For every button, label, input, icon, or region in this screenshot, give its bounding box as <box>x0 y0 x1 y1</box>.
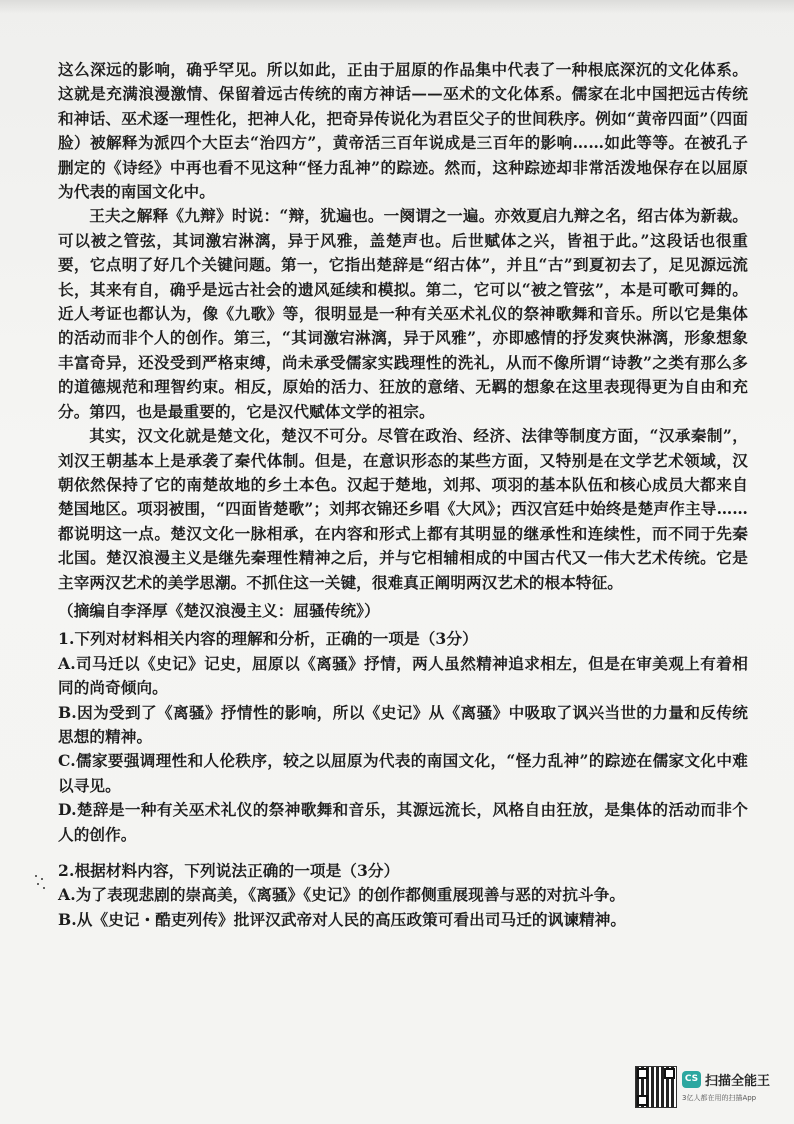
question-1-option-a: A.司马迁以《史记》记史，屈原以《离骚》抒情，两人虽然精神追求相左，但是在审美观上有着相同的尚奇倾向。 <box>58 653 748 698</box>
question-1-stem: 1.下列对材料相关内容的理解和分析，正确的一项是（3分） <box>58 629 478 649</box>
question-2-option-a: A.为了表现悲剧的崇高美，《离骚》《史记》的创作都侧重展现善与恶的对抗斗争。 <box>58 885 626 905</box>
question-1-option-d: D.楚辞是一种有关巫术礼仪的祭神歌舞和音乐，其源远流长，风格自由狂放，是集体的活动而非个人的创作。 <box>58 800 748 844</box>
paragraph-3: 其实，汉文化就是楚文化，楚汉不可分。尽管在政治、经济、法律等制度方面，“汉承秦制”，刘汉王朝基本上是承袭了秦代体制。但是，在意识形态的某些方面，又特别是在文学艺术领域，汉朝依然保持了它的南楚故地的乡土本色。汉起于楚地，刘邦、项羽的基本队伍和核心成员大都来自楚国地区。项羽被围，“四面皆楚歌”；刘邦衣锦还乡唱《大风》；西汉宫廷中始终是楚声作主导……都说明这一点。楚汉文化一脉相承，在内容和形式上都有其明显的继承性和连续性，而不同于先秦北国。楚汉浪漫主义是继先秦理性精神之后，并与它相辅相成的中国古代又一伟大艺术传统。它是主宰两汉艺术的美学思潮。不抓住这一关键，很难真正阐明两汉艺术的根本特征。 <box>58 426 748 592</box>
scanner-watermark <box>636 1067 786 1113</box>
document-body <box>58 58 748 932</box>
paragraph-1: 这么深远的影响，确乎罕见。所以如此，正由于屈原的作品集中代表了一种根底深沉的文化体系。这就是充满浪漫激情、保留着远古传统的南方神话——巫术的文化体系。儒家在北中国把远古传统和神话、巫术逐一理性化，把神人化，把奇异传说化为君臣父子的世间秩序。例如“黄帝四面”（四面脸）被解释为派四个大臣去“治四方”，黄帝活三百年说成是三百年的影响……如此等等。在被孔子删定的《诗经》中再也看不见这种“怪力乱神”的踪迹。然而，这种踪迹却非常活泼地保存在以屈原为代表的南国文化中。 <box>58 60 748 202</box>
source-citation: （摘编自李泽厚《楚汉浪漫主义：屈骚传统》） <box>58 600 380 620</box>
paragraph-2: 王夫之解释《九辩》时说：“辩，犹遍也。一阕谓之一遍。亦效夏启九辩之名，绍古体为新裁。可以被之管弦，其词激宕淋漓，异于风雅，盖楚声也。后世赋体之兴，皆祖于此。”这段话也很重要，它点明了好几个关键问题。第一，它指出楚辞是“绍古体”，并且“古”到夏初去了，足见源远流长，其来有自，确乎是远古社会的遗风延续和模拟。第二，它可以“被之管弦”，本是可歌可舞的。近人考证也都认为，像《九歌》等，很明显是一种有关巫术礼仪的祭神歌舞和音乐。所以它是集体的活动而非个人的创作。第三，“其词激宕淋漓，异于风雅”，亦即感情的抒发爽快淋漓，形象想象丰富奇异，还没受到严格束缚，尚未承受儒家实践理性的洗礼，从而不像所谓“诗教”之类有那么多的道德规范和理智约束。相反，原始的活力、狂放的意绪、无羁的想象在这里表现得更为自由和充分。第四，也是最重要的，它是汉代赋体文学的祖宗。 <box>58 206 748 421</box>
qr-code-icon <box>636 1067 676 1107</box>
margin-speck-marks <box>33 873 47 891</box>
scanner-tagline: 3亿人都在用的扫描App <box>682 1094 757 1102</box>
question-1-option-b: B.因为受到了《离骚》抒情性的影响，所以《史记》从《离骚》中吸取了讽兴当世的力量和反传统思想的精神。 <box>58 702 748 746</box>
question-1-option-c: C.儒家要强调理性和人伦秩序，较之以屈原为代表的南国文化，“怪力乱神”的踪迹在儒家文化中难以寻见。 <box>58 751 748 795</box>
page-edge-shadow <box>0 0 794 14</box>
question-2-stem: 2.根据材料内容，下列说法正确的一项是（3分） <box>58 861 400 880</box>
question-2-option-b: B.从《史记・酷吏列传》批评汉武帝对人民的高压政策可看出司马迁的讽谏精神。 <box>58 909 627 929</box>
scanner-brand-name: 扫描全能王 <box>705 1074 771 1089</box>
camscanner-logo-icon: CS <box>682 1071 701 1088</box>
